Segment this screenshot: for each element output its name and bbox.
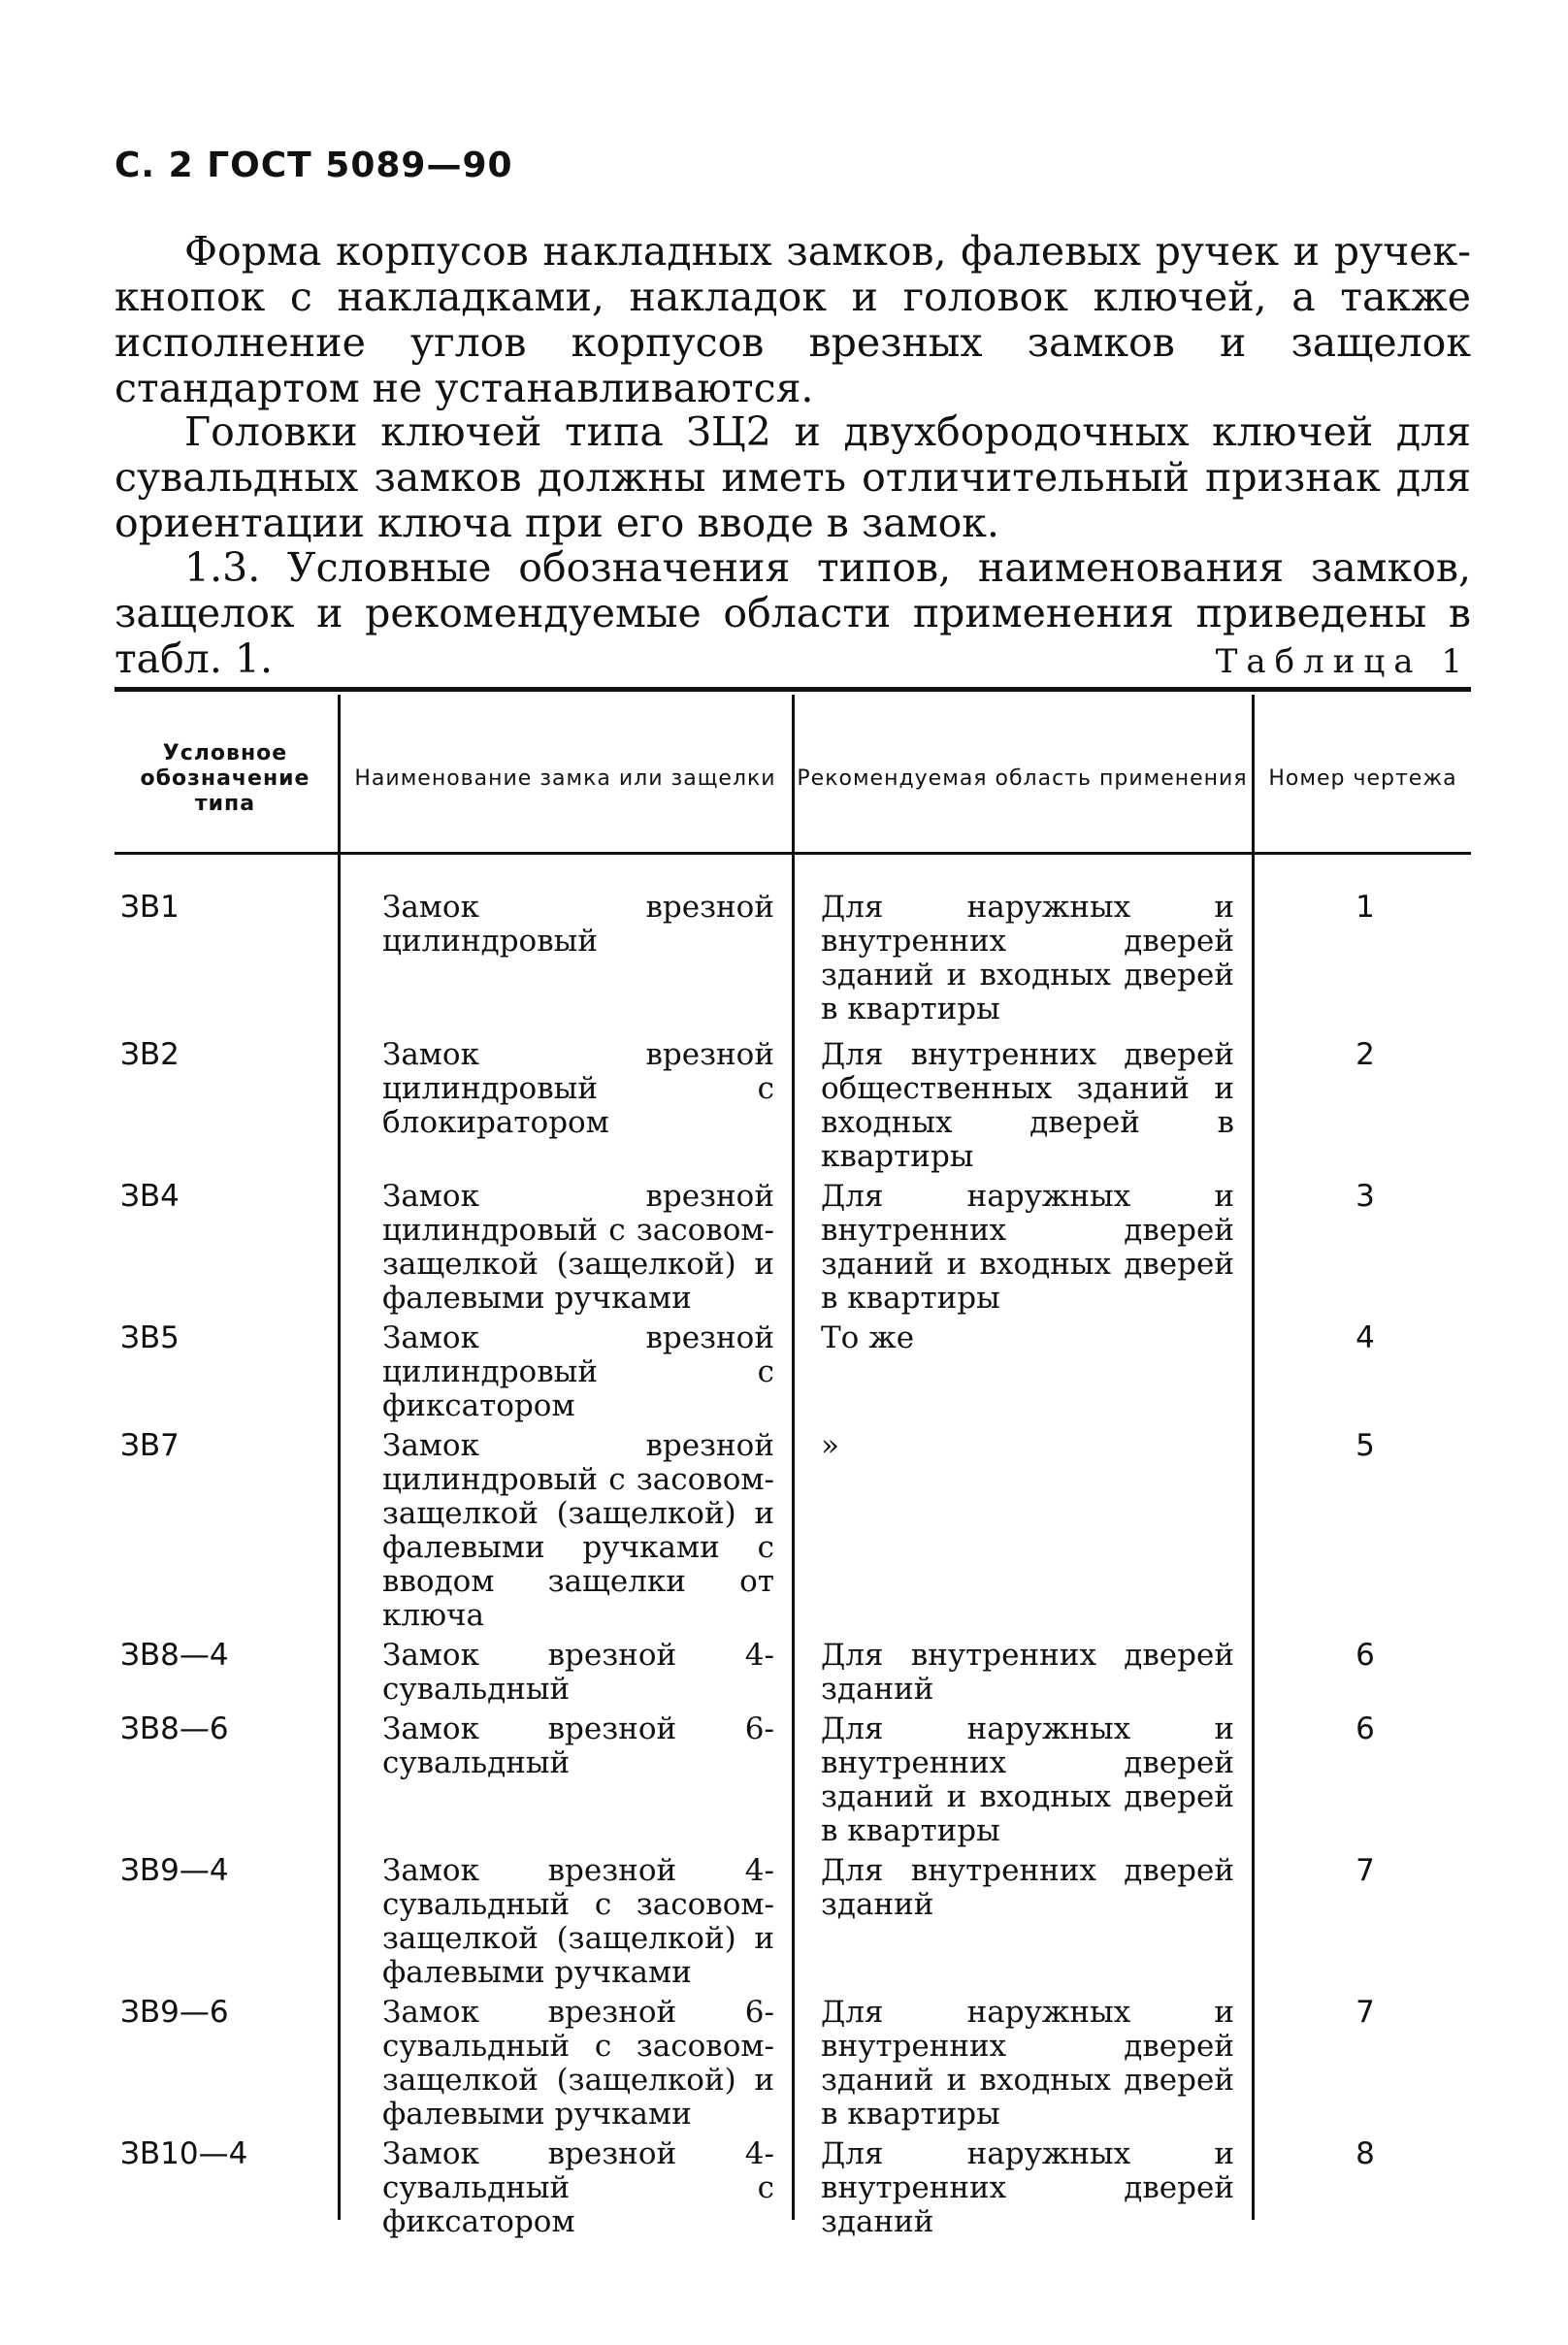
cell-name: Замок врезной цилиндровый с блокиратором — [382, 1037, 774, 1140]
table-row — [114, 1854, 1471, 1990]
cell-number: 6 — [1356, 1638, 1375, 1673]
cell-name: Замок врезной цилиндровый — [382, 890, 774, 959]
cell-area: Для наружных и внутренних дверей зданий и входных дверей в квартиры — [821, 1995, 1234, 2132]
cell-type: ЗВ10—4 — [120, 2136, 248, 2171]
header-type: Условное обозначение типа — [140, 741, 310, 816]
table-row — [114, 1712, 1471, 1848]
cell-number: 1 — [1356, 890, 1375, 925]
cell-number: 5 — [1356, 1428, 1375, 1463]
cell-name: Замок врезной 4-сувальдный — [382, 1638, 774, 1707]
header-name: Наименование замка или защелки — [354, 766, 776, 791]
cell-number: 7 — [1356, 1995, 1375, 2030]
cell-number: 4 — [1356, 1320, 1375, 1355]
header-area: Рекомендуемая область применения — [797, 766, 1248, 791]
cell-area: Для наружных и внутренних дверей зданий — [821, 2136, 1234, 2239]
cell-type: ЗВ2 — [120, 1037, 180, 1072]
table-top-rule — [114, 687, 1471, 692]
cell-type: ЗВ1 — [120, 890, 180, 925]
cell-type: ЗВ5 — [120, 1320, 180, 1355]
cell-name: Замок врезной 6-сувальдный — [382, 1711, 774, 1780]
cell-area: Для наружных и внутренних дверей зданий и входных дверей в квартиры — [821, 1711, 1234, 1848]
cell-type: ЗВ4 — [120, 1179, 180, 1214]
cell-number: 8 — [1356, 2136, 1375, 2171]
cell-number: 3 — [1356, 1179, 1375, 1214]
header-number: Номер чертежа — [1268, 766, 1457, 791]
cell-area: Для наружных и внутренних дверей зданий и входных дверей в квартиры — [821, 1179, 1234, 1316]
cell-name: Замок врезной 4-сувальдный с засовом-защелкой (защелкой) и фалевыми ручками — [382, 1853, 774, 1990]
paragraph-form: Форма корпусов накладных замков, фалевых ручек и ручек-кнопок с накладками, накладок и головок ключей, а также исполнение углов корпусов врезных замков и защелок стандартом не устанавливаются. — [114, 228, 1471, 411]
cell-name: Замок врезной 6-сувальдный с засовом-защелкой (защелкой) и фалевыми ручками — [382, 1995, 774, 2132]
cell-area: Для наружных и внутренних дверей зданий и входных дверей в квартиры — [821, 890, 1234, 1026]
cell-area: Для внутренних дверей общественных зданий и входных дверей в квартиры — [821, 1037, 1234, 1174]
cell-area: Для внутренних дверей зданий — [821, 1638, 1234, 1707]
paragraph-key-heads: Головки ключей типа ЗЦ2 и двухбородочных ключей для сувальдных замков должны иметь отличительный признак для ориентации ключа при его вводе в замок. — [114, 408, 1471, 546]
table-row — [114, 1180, 1471, 1316]
table-row — [114, 1639, 1471, 1707]
cell-number: 6 — [1356, 1711, 1375, 1746]
cell-type: ЗВ9—6 — [120, 1995, 229, 2030]
cell-number: 7 — [1356, 1853, 1375, 1888]
table-caption: Таблица 1 — [1215, 642, 1471, 681]
table-row — [114, 891, 1471, 1026]
table-body — [114, 891, 1471, 2239]
table-row — [114, 1429, 1471, 1633]
cell-area: Для внутренних дверей зданий — [821, 1853, 1234, 1922]
cell-name: Замок врезной цилиндровый с засовом-защелкой (защелкой) и фалевыми ручками с вводом защелки от ключа — [382, 1428, 774, 1633]
cell-number: 2 — [1356, 1037, 1375, 1072]
cell-name: Замок врезной 4-сувальдный с фиксатором — [382, 2136, 774, 2239]
cell-area: То же — [821, 1320, 915, 1355]
table-row — [114, 1038, 1471, 1174]
cell-type: ЗВ9—4 — [120, 1853, 229, 1888]
locks-table — [114, 687, 1471, 2239]
paragraph-1-3: 1.3. Условные обозначения типов, наименования замков, защелок и рекомендуемые области применения приведены в табл. 1. — [114, 544, 1471, 682]
cell-type: ЗВ8—6 — [120, 1711, 229, 1746]
cell-type: ЗВ8—4 — [120, 1638, 229, 1673]
table-row — [114, 2137, 1471, 2239]
cell-type: ЗВ7 — [120, 1428, 180, 1463]
cell-area: » — [821, 1428, 839, 1463]
page-header: С. 2 ГОСТ 5089—90 — [114, 146, 513, 185]
table-row — [114, 1996, 1471, 2132]
table-row — [114, 1321, 1471, 1423]
cell-name: Замок врезной цилиндровый с засовом-защелкой (защелкой) и фалевыми ручками — [382, 1179, 774, 1316]
cell-name: Замок врезной цилиндровый с фиксатором — [382, 1320, 774, 1423]
